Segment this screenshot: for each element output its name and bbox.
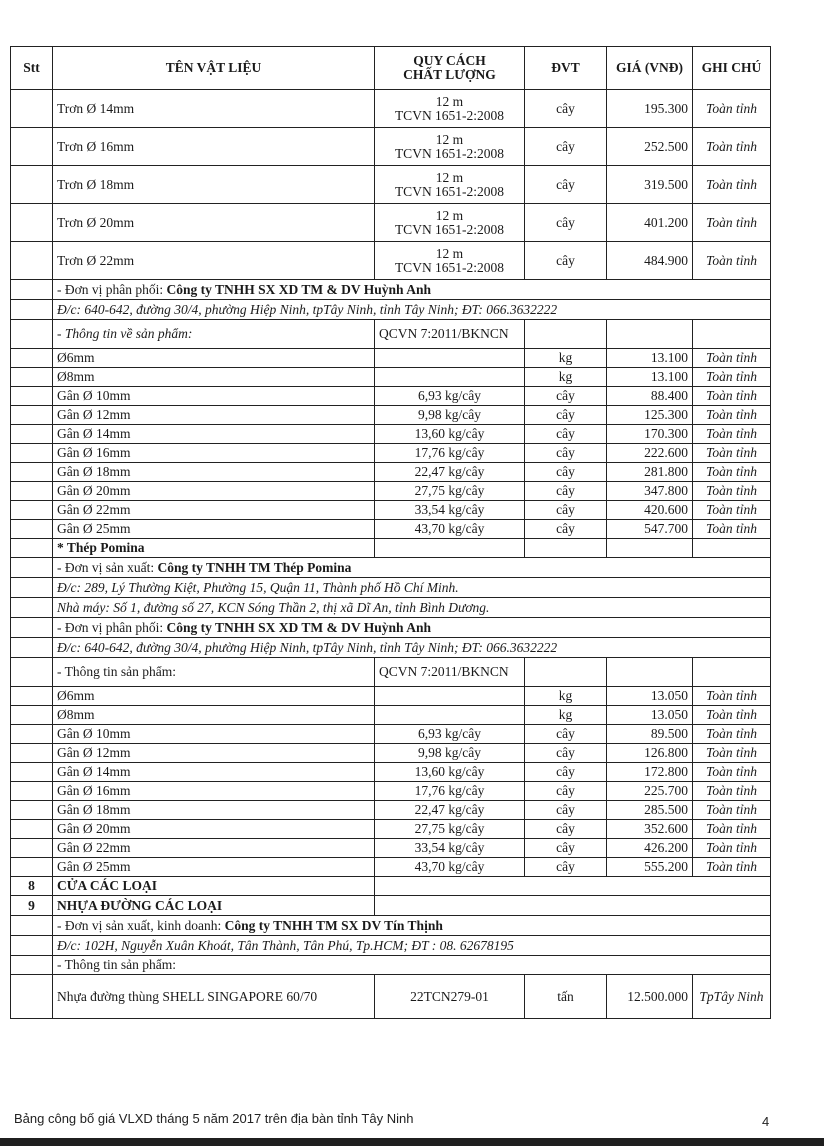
cell-stt [11,166,53,204]
cell-spec: 27,75 kg/cây [375,482,525,501]
cell-price: 401.200 [607,204,693,242]
cell-note: Toàn tỉnh [693,349,771,368]
table-row [11,463,771,482]
cell-price [607,658,693,687]
product-standard: QCVN 7:2011/BKNCN [375,320,525,349]
cell-price [607,320,693,349]
table-row [11,687,771,706]
section-row [11,877,771,896]
cell-stt [11,320,53,349]
maker-address: Đ/c: 102H, Nguyễn Xuân Khoát, Tân Thành, Tân Phú, Tp.HCM; ĐT : 08. 62678195 [53,936,771,956]
section-empty [375,896,771,916]
cell-name: Ø6mm [53,349,375,368]
cell-name: Gân Ø 12mm [53,744,375,763]
section-stt: 9 [11,896,53,916]
cell-spec: 17,76 kg/cây [375,782,525,801]
cell-stt [11,387,53,406]
cell-price: 555.200 [607,858,693,877]
address-row [11,578,771,598]
cell-note [693,320,771,349]
cell-stt [11,558,53,578]
header-spec-line1: QUY CÁCH [413,53,486,68]
cell-unit: cây [525,782,607,801]
cell-name: Gân Ø 18mm [53,801,375,820]
cell-spec [375,204,525,242]
cell-spec [375,706,525,725]
cell-price [607,539,693,558]
maker-address: Đ/c: 289, Lý Thường Kiệt, Phường 15, Quận 11, Thành phố Hồ Chí Minh. [53,578,771,598]
product-info-row [11,658,771,687]
address-row [11,300,771,320]
cell-note: Toàn tỉnh [693,687,771,706]
spec-length: 12 m [435,245,464,261]
product-info-label: - Thông tin sản phẩm: [53,956,771,975]
cell-note: Toàn tỉnh [693,839,771,858]
table-row [11,349,771,368]
distributor-cell [53,618,771,638]
section-empty [375,877,771,896]
cell-stt [11,858,53,877]
cell-note: Toàn tỉnh [693,387,771,406]
spec-length: 12 m [435,131,464,147]
cell-unit: kg [525,687,607,706]
table-row [11,706,771,725]
table-row [11,820,771,839]
cell-spec [375,166,525,204]
product-info-label: - Thông tin về sản phẩm: [53,320,375,349]
cell-note [693,658,771,687]
cell-name: Gân Ø 14mm [53,763,375,782]
table-row [11,368,771,387]
table-row [11,520,771,539]
maker-company: Công ty TNHH TM SX DV Tín Thịnh [224,917,443,933]
cell-stt [11,368,53,387]
cell-name: Trơn Ø 16mm [53,128,375,166]
cell-note: Toàn tỉnh [693,482,771,501]
rebar-group-1 [11,349,771,539]
maker-company: Công ty TNHH TM Thép Pomina [157,559,352,575]
header-stt: Stt [11,47,53,90]
table-header [11,47,771,90]
section-stt: 8 [11,877,53,896]
cell-note: TpTây Ninh [693,975,771,1019]
cell-stt [11,975,53,1019]
cell-unit [525,320,607,349]
cell-stt [11,300,53,320]
cell-price: 13.050 [607,687,693,706]
cell-spec [375,539,525,558]
cell-stt [11,820,53,839]
cell-name: Gân Ø 20mm [53,820,375,839]
cell-name: Gân Ø 22mm [53,501,375,520]
cell-price: 126.800 [607,744,693,763]
product-info-label: - Thông tin sản phẩm: [53,658,375,687]
scan-edge [0,1138,824,1146]
cell-unit: cây [525,744,607,763]
cell-unit: kg [525,368,607,387]
cell-spec: 13,60 kg/cây [375,763,525,782]
cell-stt [11,638,53,658]
cell-unit: cây [525,387,607,406]
cell-note: Toàn tỉnh [693,166,771,204]
distributor-cell [53,280,771,300]
cell-name: Gân Ø 22mm [53,839,375,858]
cell-spec: 17,76 kg/cây [375,444,525,463]
cell-stt [11,763,53,782]
cell-price: 170.300 [607,425,693,444]
cell-price: 13.050 [607,706,693,725]
table-row [11,166,771,204]
cell-unit: cây [525,858,607,877]
cell-price: 319.500 [607,166,693,204]
cell-spec [375,368,525,387]
section-row [11,896,771,916]
cell-note: Toàn tỉnh [693,90,771,128]
cell-unit: cây [525,763,607,782]
price-table [10,46,771,1019]
cell-unit: cây [525,166,607,204]
table-row [11,204,771,242]
cell-unit: cây [525,444,607,463]
cell-stt [11,520,53,539]
section-title: NHỰA ĐƯỜNG CÁC LOẠI [53,896,375,916]
distributor-company: Công ty TNHH SX XD TM & DV Huỳnh Anh [166,281,431,297]
cell-name: Gân Ø 14mm [53,425,375,444]
table-row [11,501,771,520]
cell-spec: 33,54 kg/cây [375,501,525,520]
cell-unit [525,539,607,558]
cell-note: Toàn tỉnh [693,782,771,801]
cell-name: Trơn Ø 20mm [53,204,375,242]
cell-price: 252.500 [607,128,693,166]
cell-spec: 6,93 kg/cây [375,725,525,744]
maker-cell [53,558,771,578]
cell-stt [11,598,53,618]
cell-note: Toàn tỉnh [693,242,771,280]
address-row [11,936,771,956]
cell-spec: 22TCN279-01 [375,975,525,1019]
cell-name: Trơn Ø 22mm [53,242,375,280]
cell-note: Toàn tỉnh [693,820,771,839]
cell-price: 88.400 [607,387,693,406]
cell-spec: 43,70 kg/cây [375,858,525,877]
cell-price: 195.300 [607,90,693,128]
cell-stt [11,242,53,280]
cell-unit: cây [525,242,607,280]
spec-length: 12 m [435,169,464,185]
cell-note: Toàn tỉnh [693,463,771,482]
cell-spec: 43,70 kg/cây [375,520,525,539]
cell-stt [11,539,53,558]
table-row [11,425,771,444]
table-row [11,128,771,166]
cell-price: 12.500.000 [607,975,693,1019]
header-note: GHI CHÚ [693,47,771,90]
cell-note: Toàn tỉnh [693,501,771,520]
pomina-title-row [11,539,771,558]
cell-stt [11,706,53,725]
cell-stt [11,801,53,820]
cell-price: 347.800 [607,482,693,501]
cell-spec [375,349,525,368]
distributor-company: Công ty TNHH SX XD TM & DV Huỳnh Anh [166,619,431,635]
table-row [11,763,771,782]
cell-unit: kg [525,349,607,368]
table-row [11,744,771,763]
spec-standard: TCVN 1651-2:2008 [394,183,505,199]
cell-price: 89.500 [607,725,693,744]
cell-spec [375,128,525,166]
product-info-row [11,956,771,975]
table-row [11,387,771,406]
cell-name: Ø8mm [53,368,375,387]
cell-name: Gân Ø 25mm [53,520,375,539]
cell-name: Gân Ø 10mm [53,725,375,744]
cell-name: Gân Ø 16mm [53,444,375,463]
cell-unit: cây [525,839,607,858]
cell-name: Trơn Ø 14mm [53,90,375,128]
cell-unit: cây [525,820,607,839]
spec-standard: TCVN 1651-2:2008 [394,145,505,161]
cell-unit: cây [525,463,607,482]
cell-stt [11,725,53,744]
address-row [11,638,771,658]
cell-price: 352.600 [607,820,693,839]
cell-unit: cây [525,204,607,242]
cell-price: 484.900 [607,242,693,280]
maker-row [11,558,771,578]
cell-note: Toàn tỉnh [693,706,771,725]
table-row [11,90,771,128]
table-row [11,406,771,425]
table-row [11,242,771,280]
pomina-title: * Thép Pomina [53,539,375,558]
table-row [11,801,771,820]
cell-price: 222.600 [607,444,693,463]
cell-note: Toàn tỉnh [693,368,771,387]
distributor-address: Đ/c: 640-642, đường 30/4, phường Hiệp Ninh, tpTây Ninh, tỉnh Tây Ninh; ĐT: 066.3632222 [53,638,771,658]
table-row [11,444,771,463]
cell-price: 13.100 [607,349,693,368]
cell-spec: 9,98 kg/cây [375,406,525,425]
distributor-row [11,618,771,638]
cell-note: Toàn tỉnh [693,425,771,444]
cell-price: 172.800 [607,763,693,782]
cell-stt [11,936,53,956]
cell-stt [11,618,53,638]
cell-spec: 6,93 kg/cây [375,387,525,406]
product-standard: QCVN 7:2011/BKNCN [375,658,525,687]
cell-note: Toàn tỉnh [693,520,771,539]
cell-name: Gân Ø 25mm [53,858,375,877]
cell-note: Toàn tỉnh [693,204,771,242]
cell-note: Toàn tỉnh [693,858,771,877]
spec-length: 12 m [435,93,464,109]
table-row [11,858,771,877]
maker-prefix: - Đơn vị sản xuất, kinh doanh: [57,917,225,933]
header-unit: ĐVT [525,47,607,90]
cell-unit: cây [525,725,607,744]
maker-cell [53,916,771,936]
distributor-row [11,280,771,300]
header-spec-line2: CHẤT LƯỢNG [403,67,496,82]
cell-name: Gân Ø 16mm [53,782,375,801]
cell-stt [11,444,53,463]
cell-stt [11,349,53,368]
table-row [11,725,771,744]
cell-price: 285.500 [607,801,693,820]
cell-unit: cây [525,406,607,425]
cell-spec: 9,98 kg/cây [375,744,525,763]
cell-price: 125.300 [607,406,693,425]
cell-spec [375,687,525,706]
cell-stt [11,425,53,444]
cell-stt [11,90,53,128]
rebar-group-2 [11,687,771,877]
spec-standard: TCVN 1651-2:2008 [394,259,505,275]
cell-stt [11,956,53,975]
table-row [11,482,771,501]
cell-spec: 22,47 kg/cây [375,801,525,820]
cell-unit [525,658,607,687]
factory-row [11,598,771,618]
cell-stt [11,128,53,166]
cell-name: Gân Ø 10mm [53,387,375,406]
cell-note: Toàn tỉnh [693,801,771,820]
cell-unit: cây [525,520,607,539]
cell-spec: 27,75 kg/cây [375,820,525,839]
header-price: GIÁ (VNĐ) [607,47,693,90]
maker-row [11,916,771,936]
maker-prefix: - Đơn vị sản xuất: [57,559,158,575]
cell-spec [375,242,525,280]
cell-note: Toàn tỉnh [693,444,771,463]
spec-standard: TCVN 1651-2:2008 [394,107,505,123]
cell-unit: cây [525,482,607,501]
cell-stt [11,658,53,687]
cell-note [693,539,771,558]
cell-price: 225.700 [607,782,693,801]
cell-name: Gân Ø 18mm [53,463,375,482]
factory-address: Nhà máy: Số 1, đường số 27, KCN Sóng Thần 2, thị xã Dĩ An, tỉnh Bình Dương. [53,598,771,618]
cell-note: Toàn tỉnh [693,406,771,425]
cell-stt [11,280,53,300]
cell-stt [11,204,53,242]
distributor-prefix: - Đơn vị phân phối: [57,619,167,635]
cell-note: Toàn tỉnh [693,128,771,166]
distributor-prefix: - Đơn vị phân phối: [57,281,167,297]
cell-stt [11,782,53,801]
cell-price: 420.600 [607,501,693,520]
cell-stt [11,744,53,763]
page-number: 4 [762,1114,770,1129]
cell-unit: cây [525,425,607,444]
cell-stt [11,916,53,936]
cell-stt [11,839,53,858]
table-row [11,975,771,1019]
cell-price: 426.200 [607,839,693,858]
spec-standard: TCVN 1651-2:2008 [394,221,505,237]
cell-stt [11,463,53,482]
footer-text: Bảng công bố giá VLXD tháng 5 năm 2017 trên địa bàn tỉnh Tây Ninh [14,1111,414,1126]
cell-stt [11,687,53,706]
header-spec [375,47,525,90]
cell-unit: cây [525,801,607,820]
cell-stt [11,501,53,520]
cell-name: Gân Ø 20mm [53,482,375,501]
cell-note: Toàn tỉnh [693,725,771,744]
cell-name: Gân Ø 12mm [53,406,375,425]
distributor-address: Đ/c: 640-642, đường 30/4, phường Hiệp Ninh, tpTây Ninh, tỉnh Tây Ninh; ĐT: 066.3632222 [53,300,771,320]
cell-unit: cây [525,501,607,520]
cell-stt [11,406,53,425]
cell-unit: kg [525,706,607,725]
cell-stt [11,578,53,598]
cell-spec: 33,54 kg/cây [375,839,525,858]
cell-unit: cây [525,128,607,166]
cell-spec [375,90,525,128]
cell-spec: 22,47 kg/cây [375,463,525,482]
cell-name: Nhựa đường thùng SHELL SINGAPORE 60/70 [53,975,375,1019]
table-row [11,782,771,801]
product-info-row [11,320,771,349]
cell-price: 547.700 [607,520,693,539]
spec-length: 12 m [435,207,464,223]
cell-name: Ø6mm [53,687,375,706]
cell-stt [11,482,53,501]
cell-price: 281.800 [607,463,693,482]
cell-note: Toàn tỉnh [693,763,771,782]
cell-name: Ø8mm [53,706,375,725]
cell-unit: tấn [525,975,607,1019]
cell-spec: 13,60 kg/cây [375,425,525,444]
cell-unit: cây [525,90,607,128]
cell-name: Trơn Ø 18mm [53,166,375,204]
cell-note: Toàn tỉnh [693,744,771,763]
header-name: TÊN VẬT LIỆU [53,47,375,90]
table-row [11,839,771,858]
cell-price: 13.100 [607,368,693,387]
section-title: CỬA CÁC LOẠI [53,877,375,896]
